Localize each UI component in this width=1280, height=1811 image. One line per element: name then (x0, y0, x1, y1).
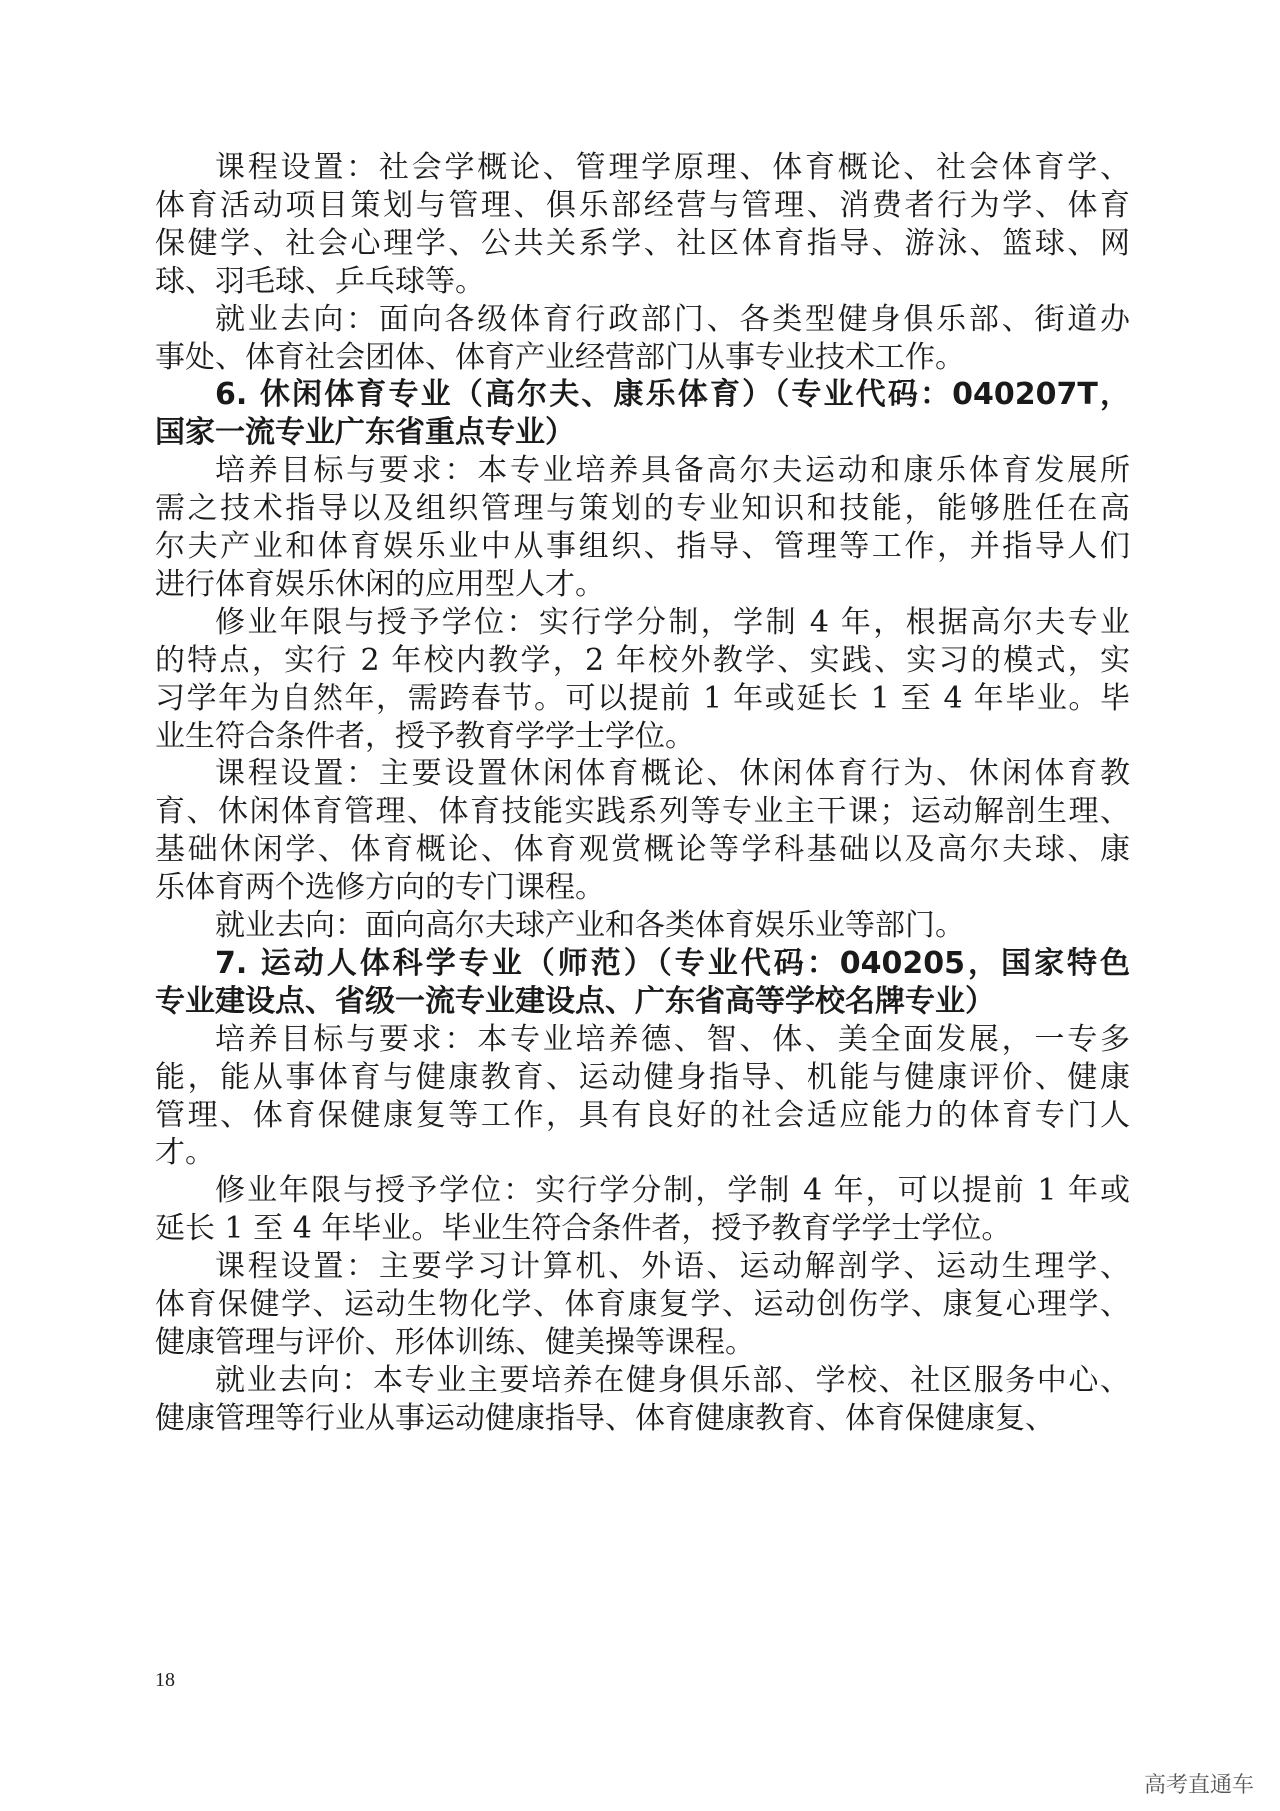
section-heading-line: 7. 运动人体科学专业（师范）（专业代码：040205，国家特色 (215, 945, 1130, 981)
paragraph-line: 习学年为自然年，需跨春节。可以提前 1 年或延长 1 至 4 年毕业。毕 (155, 680, 1130, 716)
section-heading-line: 专业建设点、省级一流专业建设点、广东省高等学校名牌专业） (155, 983, 995, 1019)
paragraph-line: 进行体育娱乐休闲的应用型人才。 (155, 566, 605, 602)
paragraph-line: 才。 (155, 1135, 215, 1171)
paragraph-line: 育、休闲体育管理、体育技能实践系列等专业主干课；运动解剖生理、 (155, 794, 1130, 830)
paragraph-line: 需之技术指导以及组织管理与策划的专业知识和技能，能够胜任在高 (155, 491, 1130, 527)
paragraph-line: 尔夫产业和体育娱乐业中从事组织、指导、管理等工作，并指导人们 (155, 529, 1130, 564)
section-heading-line: 6. 休闲体育专业（高尔夫、康乐体育）（专业代码：040207T， (215, 377, 1130, 413)
paragraph-line: 业生符合条件者，授予教育学学士学位。 (155, 718, 695, 754)
paragraph-line: 体育活动项目策划与管理、俱乐部经营与管理、消费者行为学、体育 (155, 187, 1130, 223)
paragraph-line: 事处、体育社会团体、体育产业经营部门从事专业技术工作。 (155, 339, 965, 375)
paragraph-line: 就业去向：本专业主要培养在健身俱乐部、学校、社区服务中心、 (215, 1362, 1130, 1398)
page-number: 18 (155, 1669, 175, 1691)
paragraph-line: 能，能从事体育与健康教育、运动健身指导、机能与健康评价、健康 (155, 1059, 1130, 1095)
paragraph-line: 球、羽毛球、乒乓球等。 (155, 263, 485, 299)
paragraph-line: 保健学、社会心理学、公共关系学、社区体育指导、游泳、篮球、网 (155, 225, 1130, 261)
paragraph-line: 管理、体育保健康复等工作，具有良好的社会适应能力的体育专门人 (155, 1097, 1130, 1133)
paragraph-line: 就业去向：面向高尔夫球产业和各类体育娱乐业等部门。 (215, 908, 965, 943)
paragraph-line: 课程设置：社会学概论、管理学原理、体育概论、社会体育学、 (215, 150, 1130, 185)
paragraph-line: 修业年限与授予学位：实行学分制，学制 4 年，可以提前 1 年或 (215, 1173, 1130, 1209)
section-heading-line: 国家一流专业广东省重点专业） (155, 415, 575, 451)
paragraph-line: 健康管理等行业从事运动健康指导、体育健康教育、体育保健康复、 (155, 1400, 1055, 1436)
paragraph-line: 基础休闲学、体育概论、体育观赏概论等学科基础以及高尔夫球、康 (155, 832, 1130, 868)
paragraph-line: 修业年限与授予学位：实行学分制，学制 4 年，根据高尔夫专业 (215, 604, 1130, 640)
paragraph-line: 课程设置：主要学习计算机、外语、运动解剖学、运动生理学、 (215, 1249, 1130, 1285)
paragraph-line: 就业去向：面向各级体育行政部门、各类型健身俱乐部、街道办 (215, 301, 1130, 337)
paragraph-line: 体育保健学、运动生物化学、体育康复学、运动创伤学、康复心理学、 (155, 1287, 1130, 1322)
paragraph-line: 健康管理与评价、形体训练、健美操等课程。 (155, 1324, 755, 1360)
watermark-text: 高考直通车 (1143, 1773, 1254, 1798)
paragraph-line: 培养目标与要求：本专业培养具备高尔夫运动和康乐体育发展所 (215, 453, 1130, 489)
paragraph-line: 乐体育两个选修方向的专门课程。 (155, 870, 605, 906)
paragraph-line: 的特点，实行 2 年校内教学，2 年校外教学、实践、实习的模式，实 (155, 642, 1130, 678)
paragraph-line: 延长 1 至 4 年毕业。毕业生符合条件者，授予教育学学士学位。 (155, 1211, 1012, 1247)
paragraph-line: 培养目标与要求：本专业培养德、智、体、美全面发展，一专多 (215, 1021, 1130, 1057)
paragraph-line: 课程设置：主要设置休闲体育概论、休闲体育行为、休闲体育教 (215, 756, 1130, 792)
